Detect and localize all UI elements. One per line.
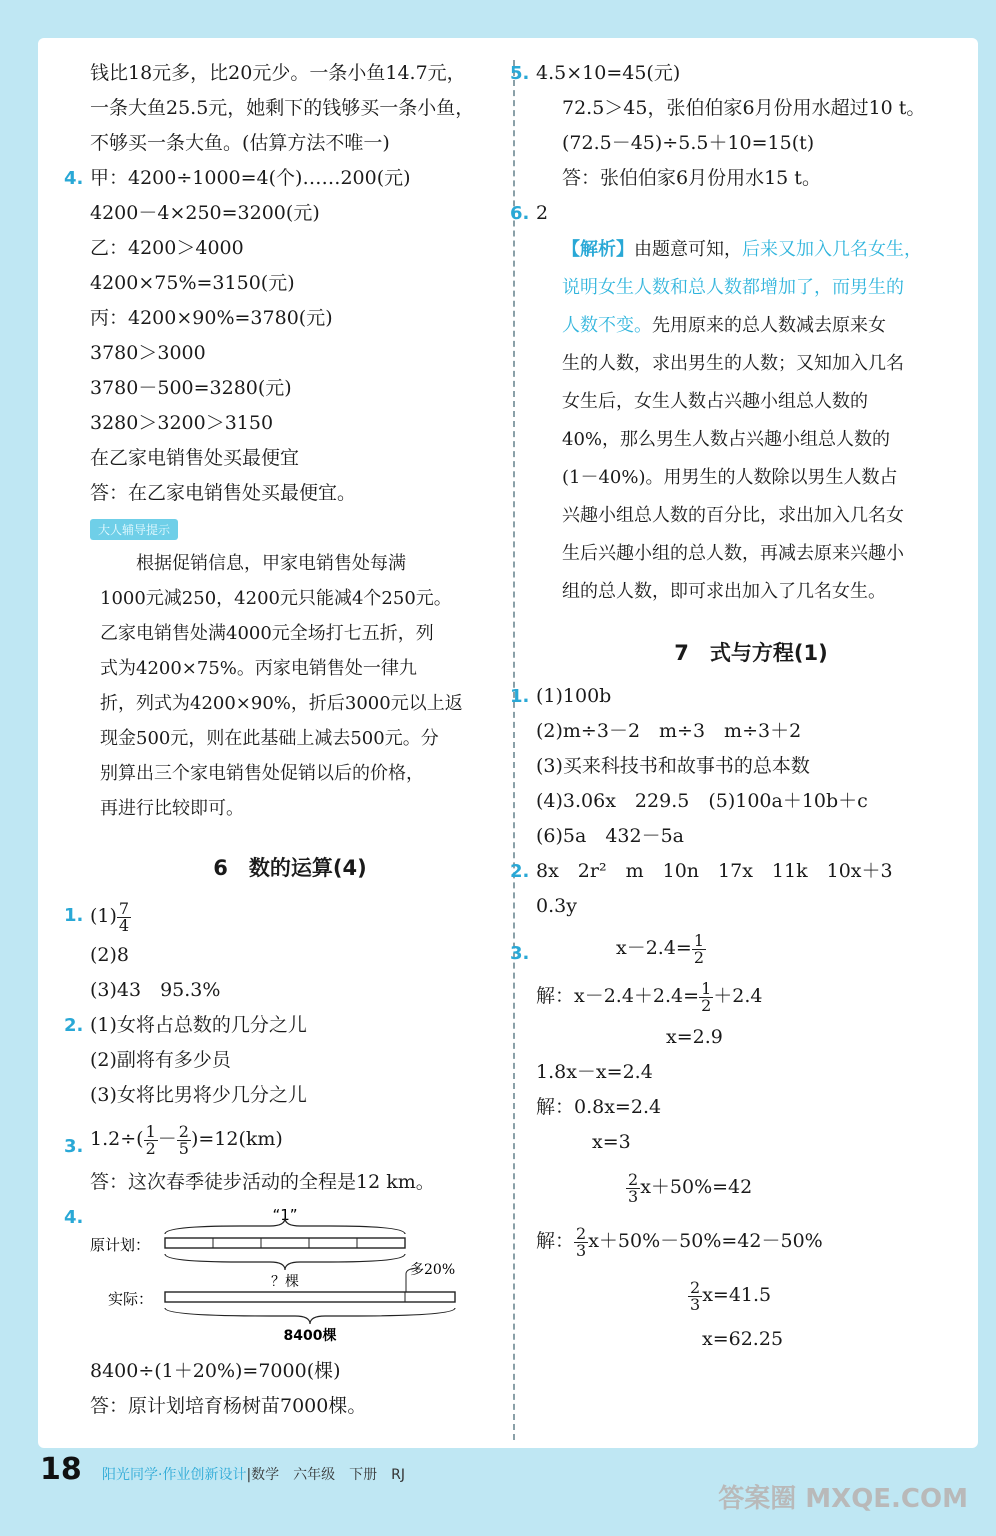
q4-line-1: 4. 甲：4200÷1000=4(个)……200(元): [90, 161, 490, 196]
analysis-tag: 【解析】: [562, 239, 634, 260]
section-6-title: 6 数的运算(4): [213, 856, 367, 880]
tip-line: 1000元减250，4200元只能减4个250元。: [100, 588, 452, 609]
right-column: [510, 56, 966, 1357]
analysis-line: 生后兴趣小组的总人数，再减去原来兴趣小: [562, 543, 904, 564]
tip-block: [90, 546, 490, 826]
s6-q1c: (3)43 95.3%: [90, 979, 221, 1001]
actual-label: 实际：: [108, 1290, 154, 1308]
q5-answer: 答：张伯伯家6月份用水15 t。: [562, 167, 821, 189]
actual-bar: [165, 1292, 455, 1302]
line-segment-diagram: [64, 1204, 510, 1354]
s7-q1-number: 1.: [510, 686, 530, 707]
tip-tag: 大人辅导提示: [90, 519, 178, 540]
left-column: [64, 56, 490, 1424]
s6-q1-number: 1.: [64, 905, 84, 926]
s7-q3-eq2: 解：x－2.4＋2.4= $\frac{1}{2}$ ＋2.4: [536, 978, 763, 1015]
s6-q2-line-1: 2. (1)女将占总数的几分之儿: [90, 1008, 490, 1043]
q4-number: 4.: [64, 168, 84, 189]
s6-q2-line-3: (3)女将比男将少几分之儿: [90, 1084, 307, 1106]
s7-q1-line-2: (2)m÷3－2 m÷3 m÷3＋2: [536, 720, 802, 742]
tip-line: 再进行比较即可。: [100, 798, 244, 819]
diagram-svg: [90, 1204, 510, 1354]
s6-q3-answer: 答：这次春季徒步活动的全程是12 km。: [90, 1171, 435, 1193]
fraction: $\frac{1}{2}$: [693, 930, 705, 967]
s7-q1-line-4: (4)3.06x 229.5 (5)100a＋10b＋c: [536, 790, 868, 812]
q4-line-7: 3780－500=3280(元): [90, 377, 292, 399]
s7-q3-eq3: x=2.9: [666, 1026, 723, 1048]
q6-number: 6.: [510, 203, 530, 224]
q4-answer: 答：在乙家电销售处买最便宜。: [90, 482, 357, 504]
series-title: [102, 1464, 405, 1484]
s7-q1-line-1: 1. (1)100b: [536, 679, 966, 714]
s7-q3-eq9: $\frac{2}{3}$ x=41.5: [690, 1277, 772, 1314]
q6-answer: 6. 2: [536, 196, 966, 231]
s7-q2-number: 2.: [510, 861, 530, 882]
q4-line-3: 乙：4200＞4000: [90, 237, 244, 259]
tip-line: 现金500元，则在此基础上减去500元。分: [100, 728, 439, 749]
analysis-line: 组的总人数，即可求出加入了几名女生。: [562, 581, 886, 602]
continued-line-1: 钱比18元多，比20元少。一条小鱼14.7元，: [90, 62, 466, 84]
q5-number: 5.: [510, 63, 530, 84]
s6-q2-line-2: (2)副将有多少员: [90, 1049, 231, 1071]
s7-q1-line-5: (6)5a 432－5a: [536, 825, 685, 847]
q5-line-2: 72.5＞45，张伯伯家6月份用水超过10 t。: [562, 97, 926, 119]
s7-q2-line-1: 2. 8x 2r² m 10n 17x 11k 10x＋3: [536, 854, 966, 889]
s7-q2-line-2: 0.3y: [536, 895, 577, 917]
analysis-line: 40%，那么男生人数占兴趣小组总人数的: [562, 429, 891, 450]
total-label: 8400棵: [283, 1328, 337, 1344]
s6-q3-number: 3.: [64, 1136, 84, 1157]
plan-label: 原计划：: [90, 1236, 151, 1254]
tip-line: 根据促销信息，甲家电销售处每满: [136, 553, 406, 574]
q5-line-1: 5. 4.5×10=45(元): [536, 56, 966, 91]
page-number: 18: [40, 1452, 82, 1487]
highlight-text: 人数不变。: [562, 315, 652, 336]
more-label: 多20%: [410, 1262, 456, 1278]
tip-line: 别算出三个家电销售处促销以后的价格，: [100, 763, 424, 784]
actual-brace: [165, 1308, 455, 1324]
continued-line-3: 不够买一条大鱼。(估算方法不唯一): [90, 132, 390, 154]
s6-q4-answer: 答：原计划培育杨树苗7000棵。: [90, 1395, 367, 1417]
tip-line: 式为4200×75%。丙家电销售处一律九: [100, 658, 417, 679]
highlight-text: 后来又加入几名女生，: [742, 239, 922, 260]
s6-q1b: (2)8: [90, 944, 130, 966]
s7-q3-number: 3.: [510, 943, 530, 964]
analysis-line: (1－40%)。用男生的人数除以男生人数占: [562, 467, 898, 488]
q4-line-8: 3280＞3200＞3150: [90, 412, 274, 434]
fraction: $\frac{1}{2}$: [701, 978, 712, 1015]
s7-q3-eq6: x=3: [592, 1131, 631, 1153]
s6-q3-equation: 3. 1.2÷( $\frac{1}{2}$ － $\frac{2}{5}$ )=12(km): [90, 1113, 490, 1165]
s6-q1a: 1. (1) $\frac{7}{4}$: [90, 894, 490, 938]
fraction: $\frac{2}{5}$: [178, 1121, 189, 1158]
series-brand: 阳光同学·作业创新设计: [102, 1467, 247, 1483]
s6-q4-number: 4.: [64, 1207, 84, 1228]
column-divider: [513, 60, 515, 1440]
unknown-label: ？棵: [271, 1274, 299, 1290]
q4-line-9: 在乙家电销售处买最便宜: [90, 447, 300, 469]
fraction: $\frac{7}{4}$: [118, 898, 130, 935]
q5-line-3: (72.5－45)÷5.5＋10=15(t): [562, 132, 815, 154]
s7-q3-eq4: 1.8x－x=2.4: [536, 1061, 653, 1083]
section-7-title: 7 式与方程(1): [674, 641, 828, 665]
analysis-line: 兴趣小组总人数的百分比，求出加入几名女: [562, 505, 904, 526]
plan-bar: [165, 1238, 405, 1248]
plan-brace: [165, 1254, 405, 1270]
s7-q3-eq8: 解： $\frac{2}{3}$ x＋50%－50%=42－50%: [536, 1223, 823, 1260]
q6-analysis: 【解析】由题意可知，后来又加入几名女生， 说明女生人数和总人数都增加了，而男生的 人数不变。先用原来的总人数减去原来女 生的人数，求出男生的人数；又知加入几名 女生后，女生人数占兴趣小组总人数的 40%，那么男生人数占兴趣小组总人数的 (1－40%)。用男生的人数除以男生人数占 兴趣小组总人数的百分比，求出加入几名女 生后兴趣小组的总人数，再减去原来兴趣小 组的总人数，即可求出加入了几名女生。: [536, 231, 966, 611]
fraction: $\frac{2}{3}$: [576, 1223, 587, 1260]
q4-line-6: 3780＞3000: [90, 342, 206, 364]
tip-line: 折，列式为4200×90%，折后3000元以上返: [100, 693, 463, 714]
highlight-text: 说明女生人数和总人数都增加了，而男生的: [562, 277, 904, 298]
fraction: $\frac{1}{2}$: [145, 1121, 156, 1158]
diagram-quote-label: “1”: [272, 1206, 298, 1224]
series-subject: |数学 六年级 下册 RJ: [246, 1467, 406, 1483]
s6-q2-number: 2.: [64, 1015, 84, 1036]
s6-q4-calc: 8400÷(1＋20%)=7000(棵): [90, 1360, 341, 1382]
q4-line-2: 4200－4×250=3200(元): [90, 202, 320, 224]
continued-line-2: 一条大鱼25.5元，她剩下的钱够买一条小鱼，: [90, 97, 475, 119]
analysis-line: 女生后，女生人数占兴趣小组总人数的: [562, 391, 868, 412]
analysis-line: 生的人数，求出男生的人数；又知加入几名: [562, 353, 904, 374]
s7-q1-line-3: (3)买来科技书和故事书的总本数: [536, 755, 810, 777]
q4-line-4: 4200×75%=3150(元): [90, 272, 295, 294]
top-brace: [165, 1218, 405, 1234]
watermark-logo: 答案圈 MXQE.COM: [718, 1484, 968, 1514]
fraction: $\frac{2}{3}$: [628, 1169, 639, 1206]
s7-q3-eq1: 3. x－2.4= $\frac{1}{2}$: [536, 924, 966, 972]
s7-q3-eq10: x=62.25: [702, 1328, 784, 1350]
s7-q3-eq5: 解：0.8x=2.4: [536, 1096, 662, 1118]
page-footer: [40, 1452, 640, 1492]
fraction: $\frac{2}{3}$: [690, 1277, 701, 1314]
tip-line: 乙家电销售处满4000元全场打七五折，列: [100, 623, 434, 644]
s7-q3-eq7: $\frac{2}{3}$ x＋50%=42: [628, 1169, 753, 1206]
q4-line-5: 丙：4200×90%=3780(元): [90, 307, 333, 329]
